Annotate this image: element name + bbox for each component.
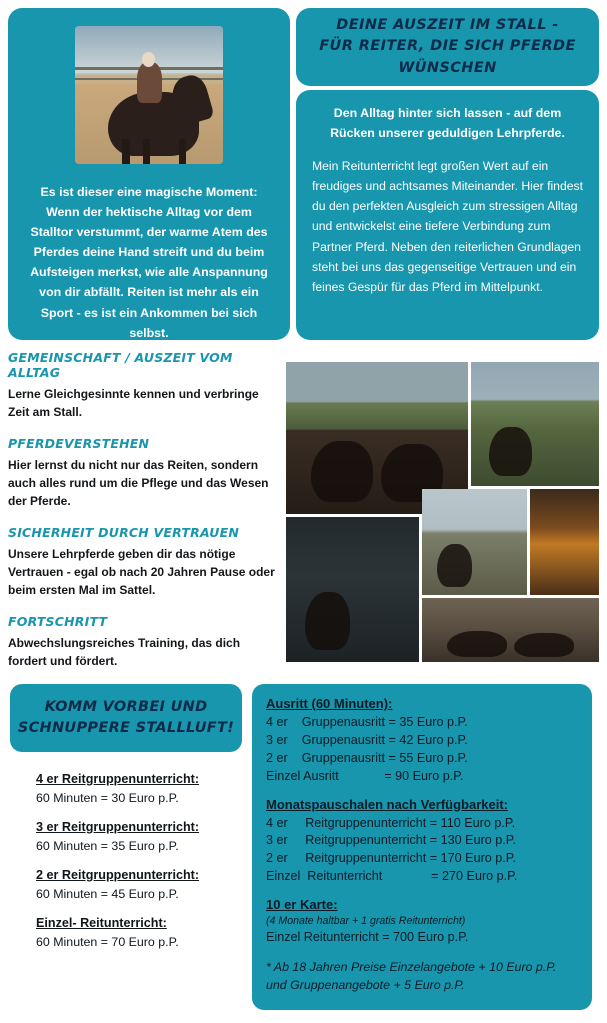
ausritt-line: 3 er Gruppenausritt = 42 Euro p.P.	[266, 732, 468, 747]
price-detail: 60 Minuten = 30 Euro p.P.	[36, 791, 179, 805]
hero-title-banner	[296, 8, 599, 86]
monatspauschalen-line: 2 er Reitgruppenunterricht = 170 Euro p.P.	[266, 851, 517, 866]
monatspauschalen-line: 4 er Reitgruppenunterricht = 110 Euro p.P.	[266, 815, 516, 830]
monatspauschalen-line: 3 er Reitgruppenunterricht = 130 Euro p.P.	[266, 833, 517, 848]
photo-rider-body	[137, 62, 162, 103]
collage-photo-jumping	[471, 362, 599, 486]
price-title: Einzel- Reitunterricht:	[36, 916, 167, 930]
ausritt-line: 2 er Gruppenausritt = 55 Euro p.P.	[266, 750, 468, 765]
price-detail: 60 Minuten = 35 Euro p.P.	[36, 839, 179, 853]
hero-right-lead: Den Alltag hinter sich lassen - auf dem Rücken unserer geduldigen Lehrpferde.	[330, 106, 565, 140]
feature-title: SICHERHEIT DURCH VERTRAUEN	[8, 525, 240, 540]
hero-title-line1: DEINE AUSZEIT IM STALL -	[336, 17, 559, 34]
ausritt-line: 4 er Gruppenausritt = 35 Euro p.P.	[266, 715, 468, 729]
feature-title: GEMEINSCHAFT / AUSZEIT VOM ALLTAG	[8, 350, 233, 380]
ausritt-heading: Ausritt (60 Minuten):	[266, 696, 393, 711]
price-footnote: * Ab 18 Jahren Preise Einzelangebote + 10 Euro p.P. und Gruppenangebote + 5 Euro p.P.	[266, 959, 557, 992]
photo-collage	[286, 362, 599, 662]
collage-photo-sunset	[530, 489, 599, 595]
features-list	[8, 350, 280, 685]
price-title: 3 er Reitgruppenunterricht:	[36, 820, 200, 834]
price-title: 2 er Reitgruppenunterricht:	[36, 868, 200, 882]
horse-silhouette	[311, 441, 373, 502]
zehnerkarte-note: (4 Monate haltbar + 1 gratis Reitunterricht)	[266, 915, 466, 927]
hero-photo	[75, 26, 223, 164]
photo-horse-leg	[122, 139, 129, 164]
price-detail: 60 Minuten = 70 Euro p.P.	[36, 935, 179, 949]
feature-item	[8, 614, 280, 670]
price-item	[36, 772, 230, 805]
horse-silhouette	[437, 544, 473, 586]
horse-silhouette	[305, 592, 350, 650]
collage-photo-rider-yard	[422, 489, 527, 595]
price-item	[36, 916, 230, 949]
feature-item	[8, 350, 280, 421]
cta-line1: KOMM VORBEI UND	[44, 698, 208, 715]
hero-right-body: Mein Reitunterricht legt großen Wert auf ein freudiges und achtsames Miteinander. Hier findest du den perfekten Ausgleich zum stressigen Alltag und entwickelst eine tiefere Verbindung zum Partner Pferd. Neben den reiterlichen Grundlagen steht bei uns das gegenseitige Vertrauen und ein feines Gespür für das Pferd im Mittelpunkt.	[312, 158, 583, 295]
feature-text: Unsere Lehrpferde geben dir das nötige Vertrauen - egal ob nach 20 Jahren Pause oder beim ersten Mal im Sattel.	[8, 547, 275, 597]
horse-silhouette	[489, 427, 533, 477]
prices-left-panel	[22, 760, 244, 1010]
collage-photo-horse-closeup	[286, 517, 419, 662]
feature-item	[8, 436, 280, 510]
hero-right-card	[296, 90, 599, 340]
feature-title: FORTSCHRITT	[8, 614, 108, 629]
feature-title: PFERDEVERSTEHEN	[8, 436, 150, 451]
price-item	[36, 868, 230, 901]
horse-silhouette	[447, 631, 507, 657]
photo-horse-leg	[179, 139, 186, 164]
zehnerkarte-heading: 10 er Karte:	[266, 897, 338, 912]
feature-text: Lerne Gleichgesinnte kennen und verbringe Zeit am Stall.	[8, 387, 259, 419]
monatspauschalen-line: Einzel Reitunterricht = 270 Euro p.P.	[266, 869, 518, 884]
monatspauschalen-heading: Monatspauschalen nach Verfügbarkeit:	[266, 796, 509, 812]
ausritt-line: Einzel Ausritt = 90 Euro p.P.	[266, 768, 464, 783]
zehnerkarte-line: Einzel Reitunterricht = 700 Euro p.P.	[266, 929, 469, 944]
price-detail: 60 Minuten = 45 Euro p.P.	[36, 887, 179, 901]
feature-text: Hier lernst du nicht nur das Reiten, sondern auch alles rund um die Pflege und das Wesen der Pferde.	[8, 458, 269, 508]
cta-banner	[10, 684, 242, 752]
feature-text: Abwechslungsreiches Training, das dich fordert und fördert.	[8, 636, 241, 668]
spacer	[266, 786, 578, 797]
collage-photo-pasture	[422, 598, 599, 662]
feature-item	[8, 525, 280, 599]
prices-right-panel	[252, 684, 592, 1010]
hero-title-line2: FÜR REITER, DIE SICH PFERDE WÜNSCHEN	[319, 38, 576, 76]
hero-left-card	[8, 8, 290, 340]
horse-silhouette	[514, 633, 574, 657]
hero-left-text: Es ist dieser eine magische Moment: Wenn der hektische Alltag vor dem Stalltor verstummt, der warme Atem des Pferdes deine Hand streift und du beim Aufsteigen merkst, wie alle Anspannung von dir abfällt. Reiten ist mehr als ein Sport - es ist ein Ankommen bei sich selbst.	[30, 185, 268, 340]
photo-horse-leg	[143, 139, 150, 164]
spacer	[266, 886, 578, 897]
price-item	[36, 820, 230, 853]
cta-line2: SCHNUPPERE STALLLUFT!	[17, 720, 235, 736]
price-title: 4 er Reitgruppenunterricht:	[36, 772, 200, 786]
